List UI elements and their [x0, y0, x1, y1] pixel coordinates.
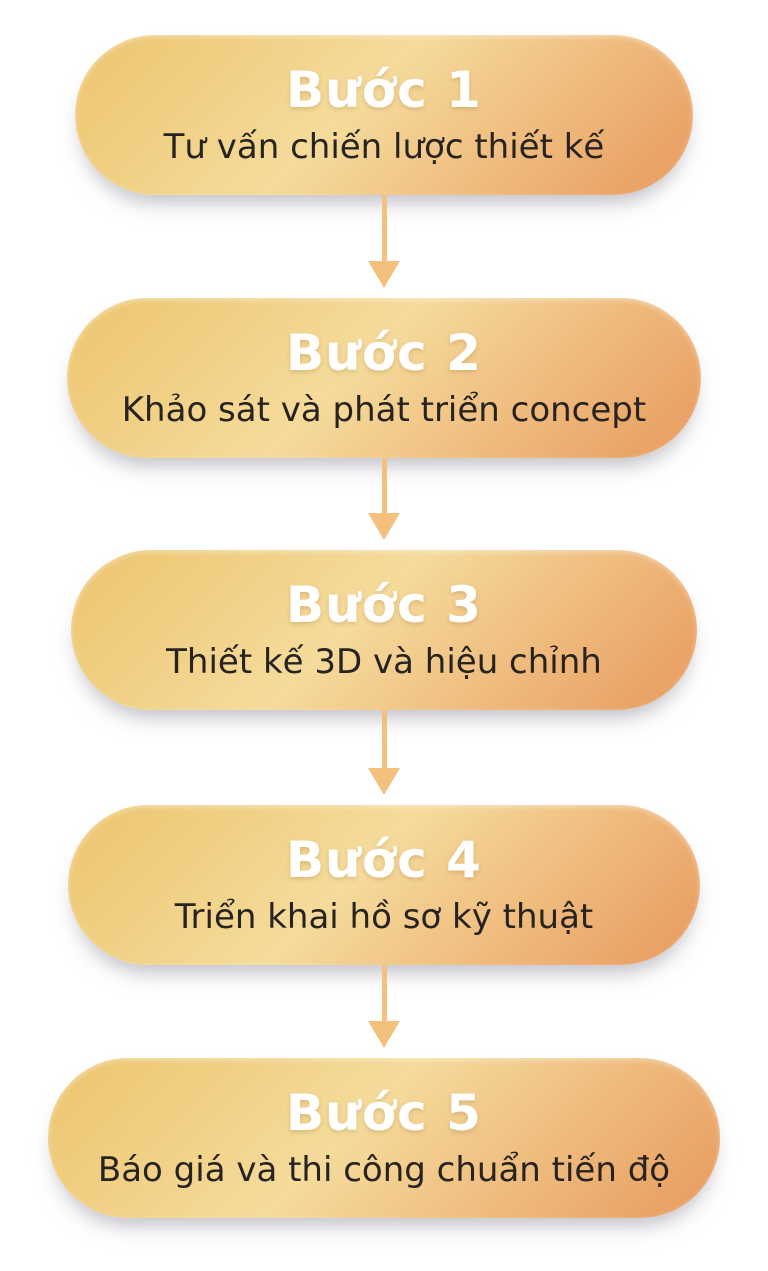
down-arrow-line [382, 710, 387, 768]
step-title: Bước 2 [286, 324, 482, 382]
step-subtitle: Khảo sát và phát triển concept [121, 390, 647, 430]
down-arrow [364, 965, 404, 1058]
step-card-1 [75, 35, 693, 195]
down-arrow [364, 710, 404, 805]
down-arrow-line [382, 195, 387, 261]
step-title: Bước 3 [286, 576, 482, 634]
down-arrow-head-icon [368, 261, 400, 288]
step-title: Bước 1 [286, 61, 482, 119]
step-card-5 [48, 1058, 720, 1218]
down-arrow-head-icon [368, 513, 400, 540]
down-arrow-line [382, 965, 387, 1021]
step-subtitle: Tư vấn chiến lược thiết kế [163, 127, 605, 167]
step-subtitle: Báo giá và thi công chuẩn tiến độ [97, 1150, 671, 1190]
down-arrow-line [382, 458, 387, 513]
step-card-3 [71, 550, 697, 710]
step-title: Bước 4 [286, 831, 482, 889]
down-arrow [364, 195, 404, 298]
step-card-2 [67, 298, 701, 458]
down-arrow [364, 458, 404, 550]
step-subtitle: Thiết kế 3D và hiệu chỉnh [166, 642, 602, 682]
step-subtitle: Triển khai hồ sơ kỹ thuật [174, 897, 594, 937]
down-arrow-head-icon [368, 768, 400, 795]
step-title: Bước 5 [286, 1084, 482, 1142]
step-card-4 [68, 805, 700, 965]
down-arrow-head-icon [368, 1021, 400, 1048]
